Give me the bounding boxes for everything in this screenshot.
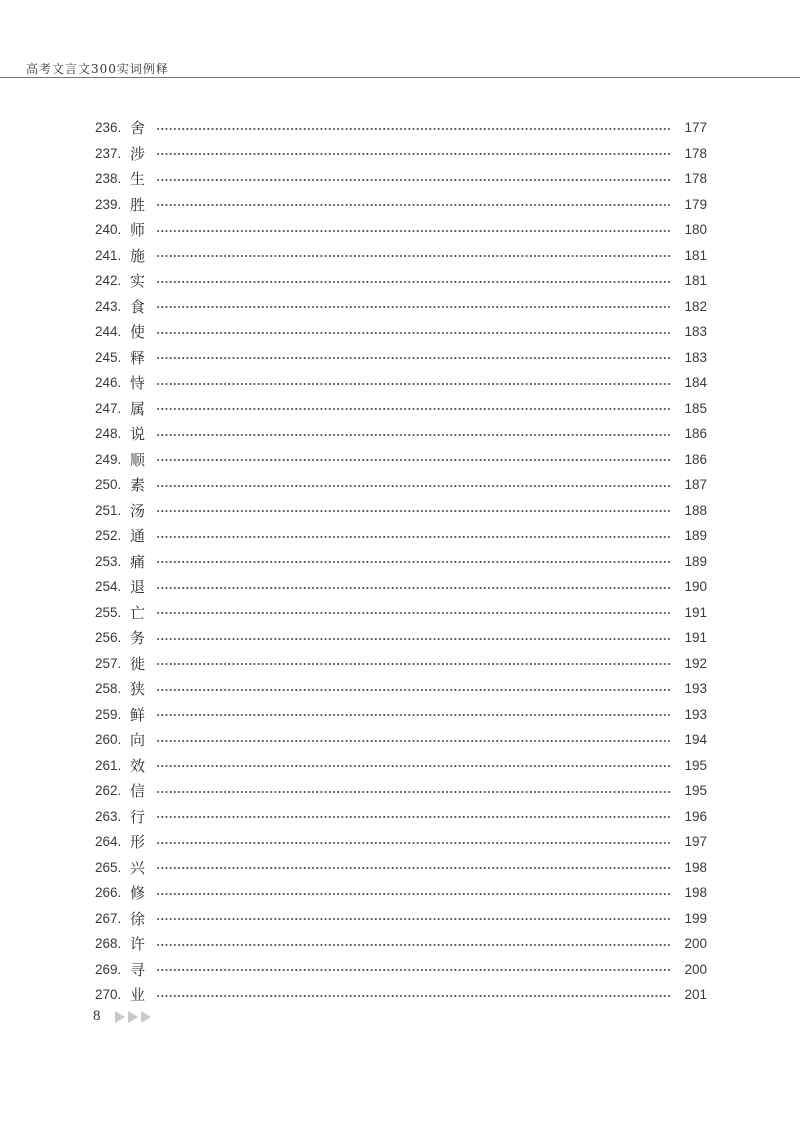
entry-word: 亡 — [130, 603, 146, 622]
entry-page: 195 — [684, 757, 707, 773]
dot-leader — [156, 587, 671, 589]
entry-page: 180 — [684, 222, 707, 238]
table-of-contents — [95, 115, 707, 1008]
entry-page: 193 — [684, 706, 707, 722]
entry-page: 189 — [684, 528, 707, 544]
entry-number: 256. — [95, 630, 122, 646]
toc-entry[interactable] — [95, 345, 707, 371]
entry-word: 食 — [130, 297, 146, 316]
dot-leader — [156, 765, 671, 767]
entry-word: 修 — [130, 884, 146, 903]
toc-entry[interactable] — [95, 829, 707, 855]
entry-page: 199 — [684, 910, 707, 926]
dot-leader — [156, 638, 671, 640]
dot-leader — [156, 944, 671, 946]
toc-entry[interactable] — [95, 727, 707, 753]
dot-leader — [156, 816, 671, 818]
running-header — [0, 60, 800, 78]
entry-number: 239. — [95, 196, 122, 212]
entry-page: 181 — [684, 247, 707, 263]
toc-entry[interactable] — [95, 600, 707, 626]
entry-number: 255. — [95, 604, 122, 620]
entry-number: 246. — [95, 375, 122, 391]
toc-entry[interactable] — [95, 676, 707, 702]
dot-leader — [156, 179, 671, 181]
dot-leader — [156, 918, 671, 920]
dot-leader — [156, 383, 671, 385]
entry-number: 251. — [95, 502, 122, 518]
entry-number: 267. — [95, 910, 122, 926]
entry-number: 244. — [95, 324, 122, 340]
dot-leader — [156, 969, 671, 971]
entry-word: 许 — [130, 935, 146, 954]
toc-entry[interactable] — [95, 651, 707, 677]
entry-number: 264. — [95, 834, 122, 850]
entry-page: 189 — [684, 553, 707, 569]
entry-word: 寻 — [130, 960, 146, 979]
entry-word: 退 — [130, 578, 146, 597]
dot-leader — [156, 485, 671, 487]
entry-page: 179 — [684, 196, 707, 212]
dot-leader — [156, 740, 671, 742]
entry-word: 顺 — [130, 450, 146, 469]
entry-number: 247. — [95, 400, 122, 416]
toc-entry[interactable] — [95, 906, 707, 932]
toc-entry[interactable] — [95, 421, 707, 447]
toc-entry[interactable] — [95, 396, 707, 422]
entry-page: 198 — [684, 859, 707, 875]
dot-leader — [156, 893, 671, 895]
dot-leader — [156, 791, 671, 793]
toc-entry[interactable] — [95, 982, 707, 1008]
entry-word: 涉 — [130, 144, 146, 163]
entry-page: 195 — [684, 783, 707, 799]
entry-number: 243. — [95, 298, 122, 314]
entry-page: 188 — [684, 502, 707, 518]
dot-leader — [156, 408, 671, 410]
entry-word: 胜 — [130, 195, 146, 214]
entry-word: 行 — [130, 807, 146, 826]
dot-leader — [156, 281, 671, 283]
toc-entry[interactable] — [95, 702, 707, 728]
toc-entry[interactable] — [95, 294, 707, 320]
toc-entry[interactable] — [95, 880, 707, 906]
dot-leader — [156, 128, 671, 130]
entry-page: 187 — [684, 477, 707, 493]
toc-entry[interactable] — [95, 141, 707, 167]
entry-word: 狭 — [130, 680, 146, 699]
entry-word: 汤 — [130, 501, 146, 520]
dot-leader — [156, 306, 671, 308]
entry-number: 254. — [95, 579, 122, 595]
entry-page: 185 — [684, 400, 707, 416]
entry-page: 201 — [684, 987, 707, 1003]
toc-entry[interactable] — [95, 217, 707, 243]
entry-word: 徐 — [130, 909, 146, 928]
entry-page: 183 — [684, 349, 707, 365]
toc-entry[interactable] — [95, 268, 707, 294]
entry-number: 268. — [95, 936, 122, 952]
entry-page: 182 — [684, 298, 707, 314]
dot-leader — [156, 434, 671, 436]
triple-right-triangle-icon — [115, 1011, 151, 1023]
entry-number: 236. — [95, 120, 122, 136]
entry-number: 238. — [95, 171, 122, 187]
entry-word: 使 — [130, 323, 146, 342]
entry-page: 196 — [684, 808, 707, 824]
dot-leader — [156, 459, 671, 461]
entry-number: 270. — [95, 987, 122, 1003]
book-title: 高考文言文300实词例释 — [26, 62, 169, 76]
dot-leader — [156, 995, 671, 997]
toc-entry[interactable] — [95, 957, 707, 983]
dot-leader — [156, 842, 671, 844]
entry-page: 192 — [684, 655, 707, 671]
entry-word: 说 — [130, 425, 146, 444]
entry-word: 施 — [130, 246, 146, 265]
entry-page: 193 — [684, 681, 707, 697]
toc-entry[interactable] — [95, 166, 707, 192]
right-triangle-icon — [141, 1011, 151, 1023]
entry-word: 实 — [130, 272, 146, 291]
entry-number: 266. — [95, 885, 122, 901]
toc-entry[interactable] — [95, 753, 707, 779]
dot-leader — [156, 153, 671, 155]
entry-number: 241. — [95, 247, 122, 263]
header-rule — [0, 77, 800, 78]
entry-number: 265. — [95, 859, 122, 875]
entry-word: 释 — [130, 348, 146, 367]
dot-leader — [156, 230, 671, 232]
entry-number: 269. — [95, 961, 122, 977]
entry-word: 徙 — [130, 654, 146, 673]
toc-entry[interactable] — [95, 447, 707, 473]
entry-page: 200 — [684, 936, 707, 952]
entry-number: 261. — [95, 757, 122, 773]
entry-word: 业 — [130, 986, 146, 1005]
entry-page: 190 — [684, 579, 707, 595]
entry-page: 178 — [684, 145, 707, 161]
entry-word: 形 — [130, 833, 146, 852]
dot-leader — [156, 332, 671, 334]
entry-page: 183 — [684, 324, 707, 340]
entry-number: 249. — [95, 451, 122, 467]
entry-page: 178 — [684, 171, 707, 187]
entry-number: 262. — [95, 783, 122, 799]
entry-number: 258. — [95, 681, 122, 697]
dot-leader — [156, 357, 671, 359]
entry-page: 191 — [684, 604, 707, 620]
toc-entry[interactable] — [95, 243, 707, 269]
entry-word: 效 — [130, 756, 146, 775]
toc-entry[interactable] — [95, 931, 707, 957]
entry-number: 242. — [95, 273, 122, 289]
toc-entry[interactable] — [95, 778, 707, 804]
dot-leader — [156, 536, 671, 538]
entry-word: 通 — [130, 527, 146, 546]
entry-number: 240. — [95, 222, 122, 238]
entry-number: 260. — [95, 732, 122, 748]
entry-number: 245. — [95, 349, 122, 365]
entry-number: 252. — [95, 528, 122, 544]
entry-page: 200 — [684, 961, 707, 977]
toc-entry[interactable] — [95, 472, 707, 498]
entry-number: 248. — [95, 426, 122, 442]
entry-page: 186 — [684, 426, 707, 442]
entry-word: 舍 — [130, 119, 146, 138]
entry-word: 素 — [130, 476, 146, 495]
toc-entry[interactable] — [95, 319, 707, 345]
dot-leader — [156, 714, 671, 716]
entry-page: 197 — [684, 834, 707, 850]
entry-number: 250. — [95, 477, 122, 493]
entry-word: 生 — [130, 170, 146, 189]
dot-leader — [156, 510, 671, 512]
entry-word: 务 — [130, 629, 146, 648]
toc-entry[interactable] — [95, 498, 707, 524]
entry-page: 198 — [684, 885, 707, 901]
entry-number: 253. — [95, 553, 122, 569]
dot-leader — [156, 255, 671, 257]
entry-word: 鲜 — [130, 705, 146, 724]
entry-word: 信 — [130, 782, 146, 801]
entry-page: 181 — [684, 273, 707, 289]
dot-leader — [156, 204, 671, 206]
page-number: 8 — [93, 1008, 101, 1024]
dot-leader — [156, 689, 671, 691]
entry-page: 191 — [684, 630, 707, 646]
right-triangle-icon — [128, 1011, 138, 1023]
entry-word: 恃 — [130, 374, 146, 393]
page-footer — [93, 1008, 151, 1025]
entry-word: 向 — [130, 731, 146, 750]
toc-entry[interactable] — [95, 574, 707, 600]
toc-entry[interactable] — [95, 370, 707, 396]
entry-page: 177 — [684, 120, 707, 136]
entry-page: 184 — [684, 375, 707, 391]
entry-number: 263. — [95, 808, 122, 824]
toc-entry[interactable] — [95, 549, 707, 575]
entry-word: 师 — [130, 221, 146, 240]
toc-entry[interactable] — [95, 855, 707, 881]
entry-number: 257. — [95, 655, 122, 671]
entry-number: 259. — [95, 706, 122, 722]
toc-entry[interactable] — [95, 192, 707, 218]
dot-leader — [156, 612, 671, 614]
toc-entry[interactable] — [95, 804, 707, 830]
toc-entry[interactable] — [95, 523, 707, 549]
entry-number: 237. — [95, 145, 122, 161]
dot-leader — [156, 663, 671, 665]
toc-entry[interactable] — [95, 625, 707, 651]
entry-word: 痛 — [130, 552, 146, 571]
right-triangle-icon — [115, 1011, 125, 1023]
entry-page: 186 — [684, 451, 707, 467]
entry-word: 兴 — [130, 858, 146, 877]
dot-leader — [156, 561, 671, 563]
entry-page: 194 — [684, 732, 707, 748]
toc-entry[interactable] — [95, 115, 707, 141]
entry-word: 属 — [130, 399, 146, 418]
dot-leader — [156, 867, 671, 869]
